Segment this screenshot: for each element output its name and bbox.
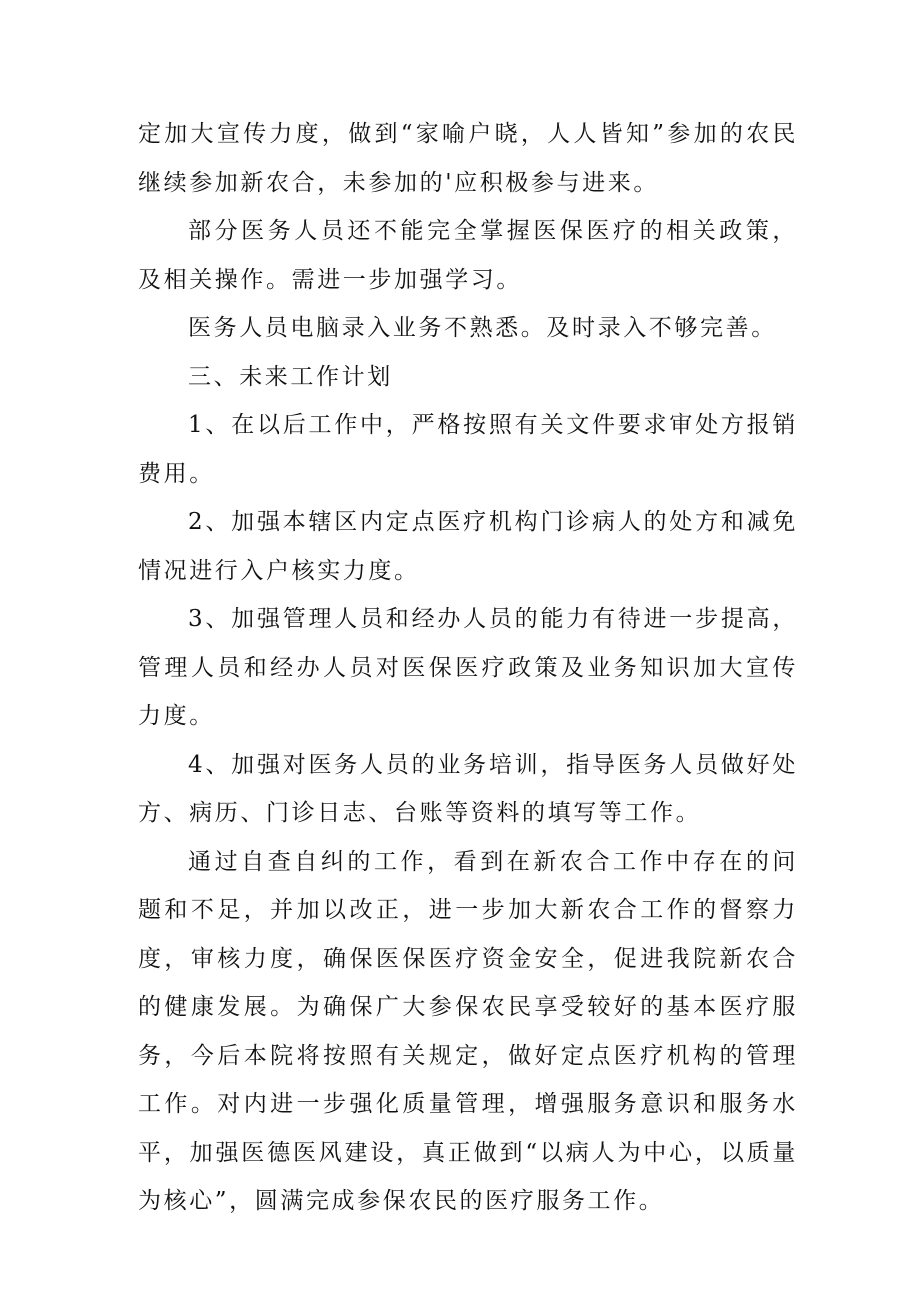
list-item-2: 2、加强本辖区内定点医疗机构门诊病人的处方和减免情况进行入户核实力度。 bbox=[138, 509, 798, 584]
list-item-4: 4、加强对医务人员的业务培训，指导医务人员做好处方、病历、门诊日志、台账等资料的填写等工作。 bbox=[138, 751, 798, 826]
paragraph-staff-policy: 部分医务人员还不能完全掌握医保医疗的相关政策，及相关操作。需进一步加强学习。 bbox=[138, 218, 798, 293]
list-item-1: 1、在以后工作中，严格按照有关文件要求审处方报销费用。 bbox=[138, 412, 798, 487]
section-heading-future-plan: 三、未来工作计划 bbox=[188, 363, 393, 390]
list-item-3: 3、加强管理人员和经办人员的能力有待进一步提高，管理人员和经办人员对医保医疗政策及业务知识加大宣传力度。 bbox=[138, 606, 798, 729]
document-body bbox=[138, 110, 798, 1226]
paragraph-continued: 定加大宣传力度，做到“家喻户晓，人人皆知”参加的农民继续参加新农合，未参加的'应积极参与进来。 bbox=[138, 121, 798, 196]
paragraph-conclusion: 通过自查自纠的工作，看到在新农合工作中存在的问题和不足，并加以改正，进一步加大新农合工作的督察力度，审核力度，确保医保医疗资金安全，促进我院新农合的健康发展。为确保广大参保农民享受较好的基本医疗服务，今后本院将按照有关规定，做好定点医疗机构的管理工作。对内进一步强化质量管理，增强服务意识和服务水平，加强医德医风建设，真正做到“以病人为中心，以质量为核心”，圆满完成参保农民的医疗服务工作。 bbox=[138, 848, 798, 1214]
paragraph-computer-entry: 医务人员电脑录入业务不熟悉。及时录入不够完善。 bbox=[188, 315, 777, 341]
